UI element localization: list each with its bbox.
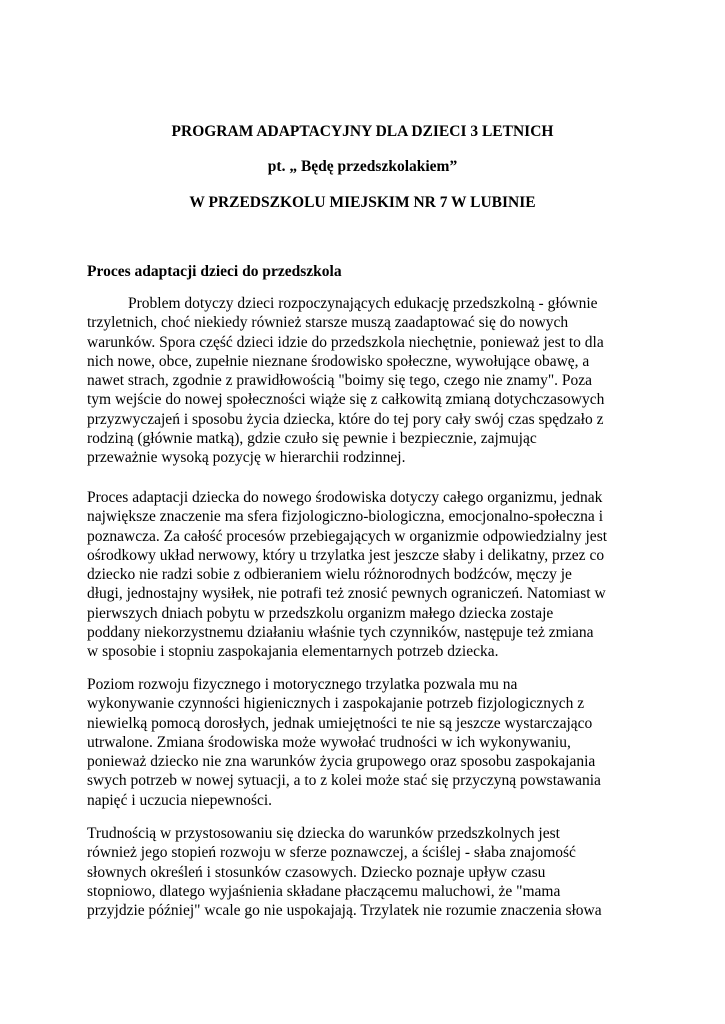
document-institution: W PRZEDSZKOLU MIEJSKIM NR 7 W LUBINIE (189, 194, 536, 211)
paragraph-line: Poziom rozwoju fizycznego i motorycznego trzylatka pozwala mu na (87, 676, 518, 693)
paragraph-line: napięć i uczucia niepewności. (87, 791, 273, 809)
paragraph-line: ośrodkowy układ nerwowy, który u trzylatka jest jeszcze słaby i delikatny, przez co (87, 546, 605, 564)
paragraph-line: Trudnością w przystosowaniu się dziecka do warunków przedszkolnych jest (87, 825, 560, 842)
paragraph-line: pierwszych dniach pobytu w przedszkolu organizm małego dziecka zostaje (87, 604, 554, 622)
paragraph-line: największe znaczenie ma sfera fizjologiczno-biologiczna, emocjonalno-społeczna i (87, 508, 603, 526)
paragraph-3 (87, 675, 647, 810)
paragraph-line: niewielką pomocą dorosłych, jednak umiejętności te nie są jeszcze wystarczająco (87, 714, 593, 732)
document-subtitle: pt. „ Będę przedszkolakiem” (267, 158, 458, 175)
paragraph-line: poddany niekorzystnemu działaniu właśnie tych czynników, następuje też zmiana (87, 624, 594, 642)
paragraph-line: swych potrzeb w nowej sytuacji, a to z kolei może stać się przyczyną powstawania (87, 772, 601, 790)
paragraph-line: nawet strach, zgodnie z prawidłowością "boimy się tego, czego nie znamy". Poza (87, 372, 593, 390)
paragraph-line: przyzwyczajeń i sposobu życia dziecka, które do tej pory cały swój czas spędzało z (87, 410, 604, 428)
paragraph-2 (87, 488, 647, 662)
document-title: PROGRAM ADAPTACYJNY DLA DZIECI 3 LETNICH (171, 123, 554, 140)
paragraph-line: poznawcza. Za całość procesów przebiegających w organizmie odpowiedzialny jest (87, 527, 608, 545)
paragraph-line: trzyletnich, choć niekiedy również starsze muszą zaadaptować się do nowych (87, 314, 569, 332)
paragraph-line: tym wejście do nowej społeczności wiąże się z całkowitą zmianą dotychczasowych (87, 391, 605, 409)
paragraph-line: słownych określeń i stosunków czasowych. Dziecko poznaje upływ czasu (87, 863, 546, 881)
paragraph-line: ponieważ dziecko nie zna warunków życia grupowego oraz sposobu zaspokajania (87, 753, 596, 771)
section-heading: Proces adaptacji dzieci do przedszkola (87, 263, 342, 280)
paragraph-line: nich nowe, obce, zupełnie nieznane środowisko społeczne, wywołujące obawę, a (87, 352, 590, 370)
paragraph-4 (87, 824, 647, 920)
paragraph-line: dziecko nie radzi sobie z odbieraniem wielu różnorodnych bodźców, męczy je (87, 566, 572, 584)
paragraph-line: wykonywanie czynności higienicznych i zaspokajanie potrzeb fizjologicznych z (87, 695, 585, 713)
paragraph-1 (87, 294, 647, 468)
paragraph-line: w sposobie i stopniu zaspokajania elementarnych potrzeb dziecka. (87, 643, 499, 661)
paragraph-line: długi, jednostajny wysiłek, nie potrafi też znosić pewnych ograniczeń. Natomiast w (87, 585, 606, 603)
paragraph-line: warunków. Spora część dzieci idzie do przedszkola niechętnie, ponieważ jest to dla (87, 333, 604, 351)
paragraph-line: Proces adaptacji dziecka do nowego środowiska dotyczy całego organizmu, jednak (87, 489, 603, 506)
paragraph-line: rodziną (głównie matką), gdzie czuło się pewnie i bezpiecznie, zajmując (87, 430, 537, 448)
paragraph-line: przeważnie wysoką pozycję w hierarchii rodzinnej. (87, 449, 406, 467)
paragraph-line: stopniowo, dlatego wyjaśnienia składane płaczącemu maluchowi, że "mama (87, 882, 561, 900)
paragraph-line: przyjdzie później" wcale go nie uspokajają. Trzylatek nie rozumie znaczenia słowa (87, 902, 602, 920)
paragraph-line: Problem dotyczy dzieci rozpoczynających edukację przedszkolną - głównie (128, 295, 598, 312)
paragraph-line: również jego stopień rozwoju w sferze poznawczej, a ściślej - słaba znajomość (87, 844, 576, 862)
paragraph-line: utrwalone. Zmiana środowiska może wywołać trudności w ich wykonywaniu, (87, 733, 571, 751)
